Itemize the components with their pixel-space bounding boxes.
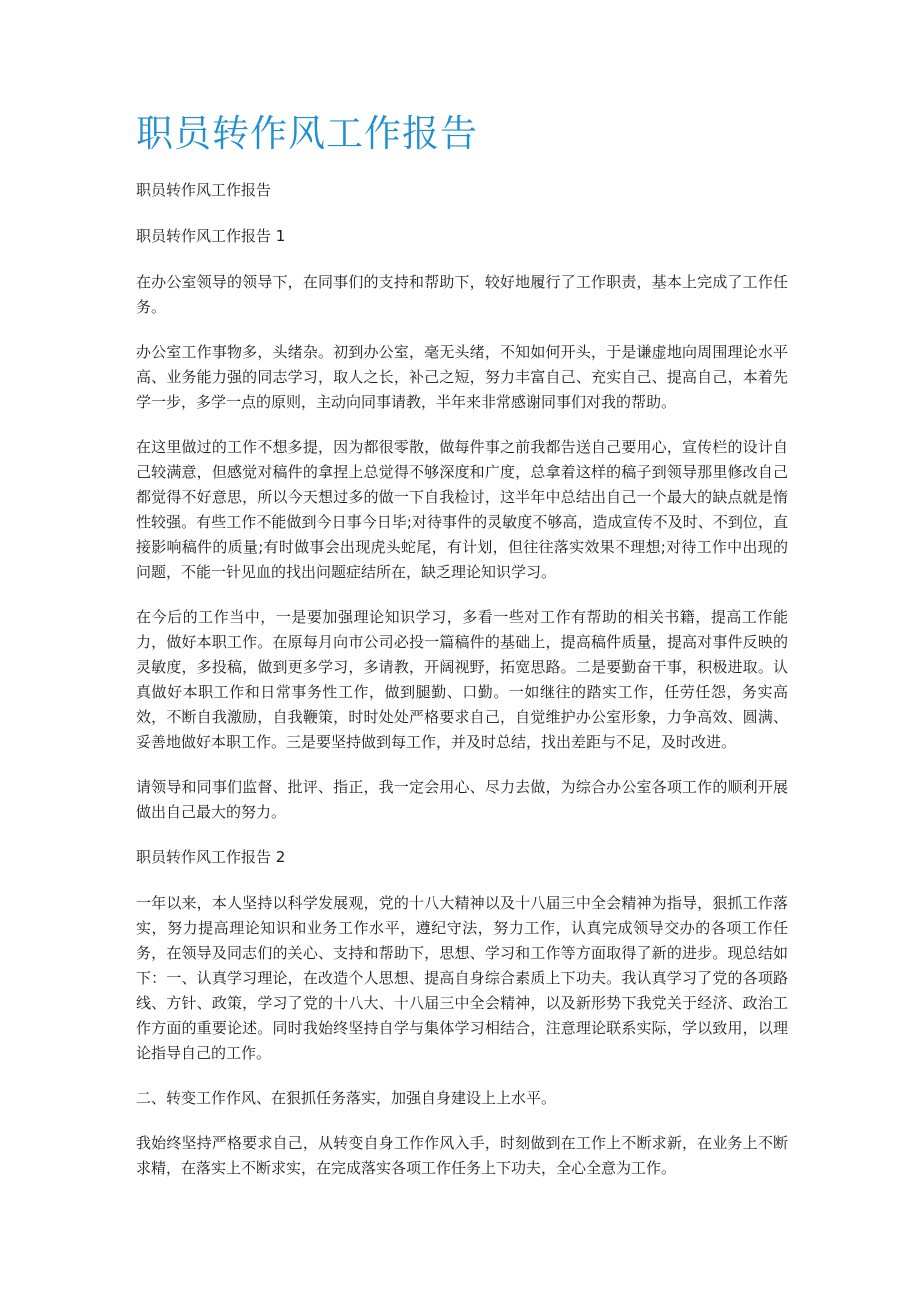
- paragraph: 在办公室领导的领导下，在同事们的支持和帮助下，较好地履行了工作职责，基本上完成了工作任务。: [136, 273, 788, 316]
- paragraph: 请领导和同事们监督、批评、指正，我一定会用心、尽力去做，为综合办公室各项工作的顺利开展做出自己最大的努力。: [136, 778, 788, 821]
- document-body: [136, 178, 788, 1201]
- document-title: 职员转作风工作报告: [136, 112, 478, 155]
- paragraph: 在今后的工作当中，一是要加强理论知识学习，多看一些对工作有帮助的相关书籍，提高工作能力，做好本职工作。在原每月向市公司必投一篇稿件的基础上，提高稿件质量，提高对事件反映的灵敏度，多投稿，做到更多学习，多请教，开阔视野，拓宽思路。二是要勤奋干事，积极进取。认真做好本职工作和日常事务性工作，做到腿勤、口勤。一如继往的踏实工作，任劳任怨，务实高效，不断自我激励，自我鞭策，时时处处严格要求自己，自觉维护办公室形象，力争高效、圆满、妥善地做好本职工作。三是要坚持做到每工作，并及时总结，找出差距与不足，及时改进。: [136, 608, 788, 751]
- paragraph: 二、转变工作作风、在狠抓任务落实，加强自身建设上上水平。: [136, 1089, 557, 1107]
- document-subtitle: 职员转作风工作报告: [136, 181, 272, 199]
- section-heading-1: 职员转作风工作报告 1: [136, 227, 286, 245]
- paragraph: 在这里做过的工作不想多提，因为都很零散，做每件事之前我都告送自己要用心，宣传栏的设计自己较满意，但感觉对稿件的拿捏上总觉得不够深度和广度，总拿着这样的稿子到领导那里修改自己都觉得不好意思，所以今天想过多的做一下自我检讨，这半年中总结出自己一个最大的缺点就是惰性较强。有些工作不能做到今日事今日毕;对待事件的灵敏度不够高，造成宣传不及时、不到位，直接影响稿件的质量;有时做事会出现虎头蛇尾，有计划，但往往落实效果不理想;对待工作中出现的问题，不能一针见血的找出问题症结所在，缺乏理论知识学习。: [136, 438, 788, 581]
- paragraph: 办公室工作事物多，头绪杂。初到办公室，毫无头绪，不知如何开头，于是谦虚地向周围理论水平高、业务能力强的同志学习，取人之长，补己之短，努力丰富自己、充实自己、提高自己，本着先学一步，多学一点的原则，主动向同事请教，半年来非常感谢同事们对我的帮助。: [136, 343, 788, 411]
- paragraph: 我始终坚持严格要求自己，从转变自身工作作风入手，时刻做到在工作上不断求新，在业务上不断求精，在落实上不断求实，在完成落实各项工作任务上下功夫，全心全意为工作。: [136, 1134, 788, 1177]
- paragraph: 一年以来，本人坚持以科学发展观，党的十八大精神以及十八届三中全会精神为指导，狠抓工作落实，努力提高理论知识和业务工作水平，遵纪守法，努力工作，认真完成领导交办的各项工作任务，在领导及同志们的关心、支持和帮助下，思想、学习和工作等方面取得了新的进步。现总结如下：一、认真学习理论，在改造个人思想、提高自身综合素质上下功夫。我认真学习了党的各项路线、方针、政策，学习了党的十八大、十八届三中全会精神，以及新形势下我党关于经济、政治工作方面的重要论述。同时我始终坚持自学与集体学习相结合，注意理论联系实际，学以致用，以理论指导自己的工作。: [136, 894, 788, 1062]
- section-heading-2: 职员转作风工作报告 2: [136, 848, 286, 866]
